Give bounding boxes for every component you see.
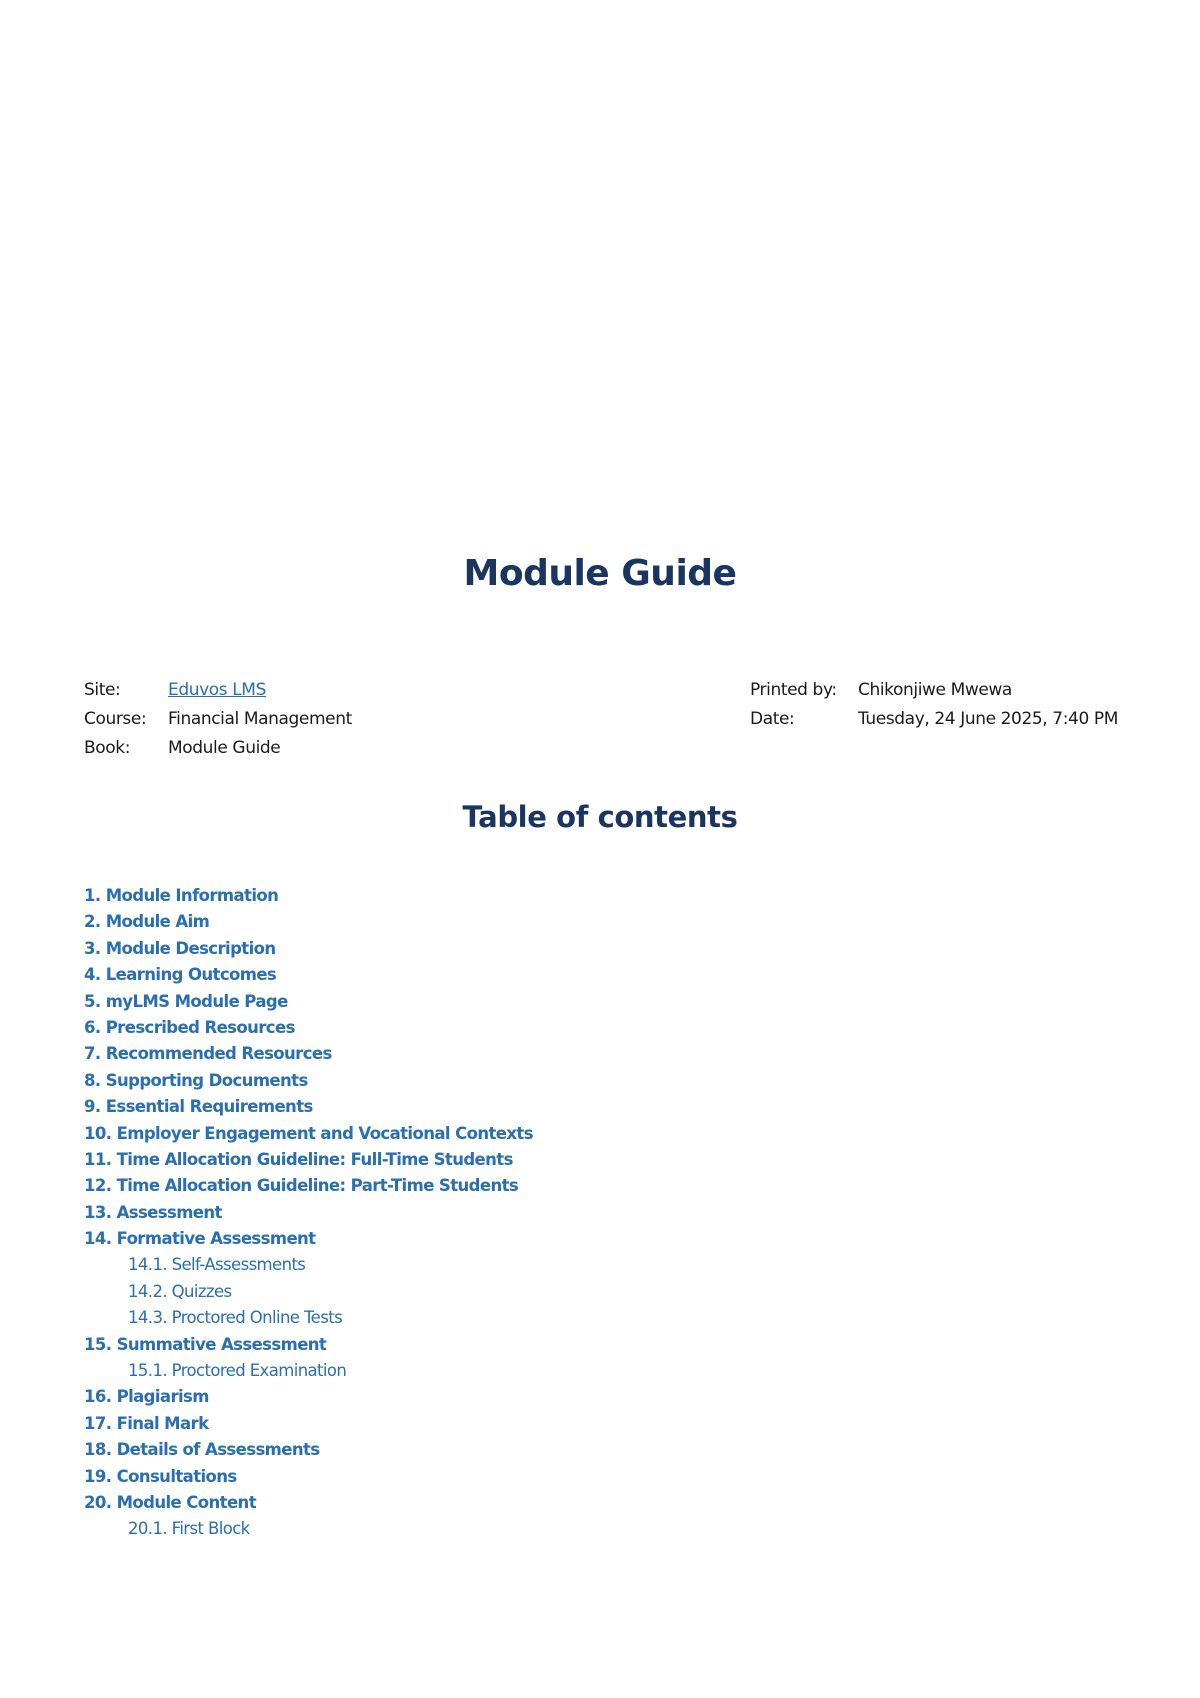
meta-row-date: [750, 705, 1118, 734]
meta-row-printed-by: [750, 676, 1118, 705]
toc-title: Table of contents: [462, 800, 738, 834]
meta-value-course: Financial Management: [168, 709, 352, 729]
meta-label-date: Date:: [750, 709, 795, 729]
toc-item[interactable]: 1. Module Information: [84, 886, 279, 905]
meta-row-site: [84, 676, 352, 705]
meta-value-date: Tuesday, 24 June 2025, 7:40 PM: [858, 709, 1119, 729]
meta-label-book: Book:: [84, 738, 131, 758]
toc-subitem[interactable]: 15.1. Proctored Examination: [128, 1361, 347, 1381]
toc-item[interactable]: 5. myLMS Module Page: [84, 991, 288, 1011]
toc-item[interactable]: 4. Learning Outcomes: [84, 965, 277, 985]
toc-subitem[interactable]: 14.3. Proctored Online Tests: [128, 1308, 343, 1328]
meta-label-site: Site:: [84, 680, 121, 700]
meta-label-course: Course:: [84, 709, 147, 729]
toc-list: [84, 883, 533, 1543]
document-title: Module Guide: [463, 553, 737, 594]
toc-item[interactable]: 9. Essential Requirements: [84, 1097, 313, 1117]
toc-item[interactable]: 13. Assessment: [84, 1202, 222, 1222]
toc-item[interactable]: 19. Consultations: [84, 1466, 237, 1486]
meta-label-printed-by: Printed by:: [750, 680, 837, 700]
toc-item[interactable]: 10. Employer Engagement and Vocational Contexts: [84, 1123, 533, 1143]
toc-item[interactable]: 16. Plagiarism: [84, 1387, 209, 1407]
toc-item[interactable]: 11. Time Allocation Guideline: Full-Time Students: [84, 1149, 513, 1169]
meta-right-block: [750, 676, 1118, 734]
toc-item[interactable]: 18. Details of Assessments: [84, 1440, 320, 1460]
meta-value-printed-by: Chikonjiwe Mwewa: [858, 680, 1012, 700]
toc-subitem[interactable]: 20.1. First Block: [128, 1519, 250, 1539]
toc-item[interactable]: 14. Formative Assessment: [84, 1229, 316, 1249]
meta-row-book: [84, 734, 352, 763]
meta-row-course: [84, 705, 352, 734]
meta-value-book: Module Guide: [168, 738, 281, 758]
toc-item[interactable]: 20. Module Content: [84, 1492, 256, 1512]
toc-item[interactable]: 2. Module Aim: [84, 912, 210, 932]
toc-item[interactable]: 7. Recommended Resources: [84, 1044, 332, 1064]
toc-item[interactable]: 3. Module Description: [84, 938, 276, 958]
toc-item[interactable]: 17. Final Mark: [84, 1413, 209, 1433]
toc-item[interactable]: 12. Time Allocation Guideline: Part-Time Students: [84, 1176, 519, 1196]
toc-item[interactable]: 15. Summative Assessment: [84, 1334, 327, 1354]
toc-subitem[interactable]: 14.1. Self-Assessments: [128, 1255, 306, 1275]
toc-item[interactable]: 8. Supporting Documents: [84, 1070, 308, 1090]
site-link[interactable]: Eduvos LMS: [168, 680, 266, 700]
toc-subitem[interactable]: 14.2. Quizzes: [128, 1281, 232, 1301]
toc-item[interactable]: 6. Prescribed Resources: [84, 1017, 295, 1037]
meta-left-block: [84, 676, 352, 763]
